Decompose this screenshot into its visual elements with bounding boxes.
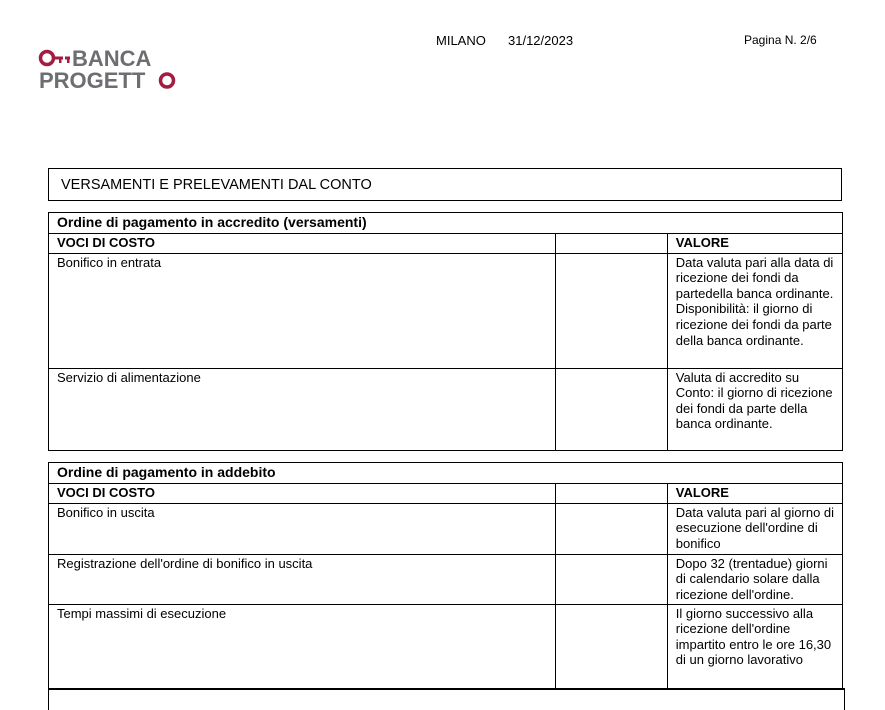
cost-name: Servizio di alimentazione — [49, 368, 556, 450]
svg-text:PROGETT: PROGETT — [39, 68, 146, 92]
cost-value: Data valuta pari al giorno di esecuzione dell'ordine di bonifico — [667, 503, 842, 554]
table-row — [49, 368, 843, 450]
table-row — [49, 503, 843, 554]
section-title: VERSAMENTI E PRELEVAMENTI DAL CONTO — [48, 168, 842, 201]
debit-table — [48, 462, 843, 689]
table-row — [49, 253, 843, 368]
cost-name: Registrazione dell'ordine di bonifico in uscita — [49, 554, 556, 604]
next-table-edge — [48, 688, 845, 710]
cost-value: Il giorno successivo alla ricezione dell'ordine impartito entro le ore 16,30 di un giorno lavorativo — [667, 604, 842, 688]
cost-name: Tempi massimi di esecuzione — [49, 604, 556, 688]
svg-text:BANCA: BANCA — [72, 46, 152, 71]
col-header-value: VALORE — [667, 483, 842, 503]
bank-logo — [38, 44, 188, 92]
cost-name: Bonifico in uscita — [49, 503, 556, 554]
cost-value: Dopo 32 (trentadue) giorni di calendario solare dalla ricezione dell'ordine. — [667, 554, 842, 604]
col-header-cost: VOCI DI COSTO — [49, 483, 556, 503]
page-number: Pagina N. 2/6 — [744, 33, 817, 47]
table-title: Ordine di pagamento in accredito (versamenti) — [49, 213, 843, 234]
header-city: MILANO — [436, 33, 486, 48]
cost-value: Data valuta pari alla data di ricezione dei fondi da partedella banca ordinante. Disponibilità: il giorno di ricezione dei fondi da parte della banca ordinante. — [667, 253, 842, 368]
header-date: 31/12/2023 — [508, 33, 574, 48]
col-header-value: VALORE — [667, 233, 842, 253]
cost-value: Valuta di accredito su Conto: il giorno di ricezione dei fondi da parte della banca ordinante. — [667, 368, 842, 450]
table-row — [49, 604, 843, 688]
credit-table — [48, 212, 843, 451]
table-title: Ordine di pagamento in addebito — [49, 463, 843, 484]
col-header-cost: VOCI DI COSTO — [49, 233, 556, 253]
cost-name: Bonifico in entrata — [49, 253, 556, 368]
table-row — [49, 554, 843, 604]
